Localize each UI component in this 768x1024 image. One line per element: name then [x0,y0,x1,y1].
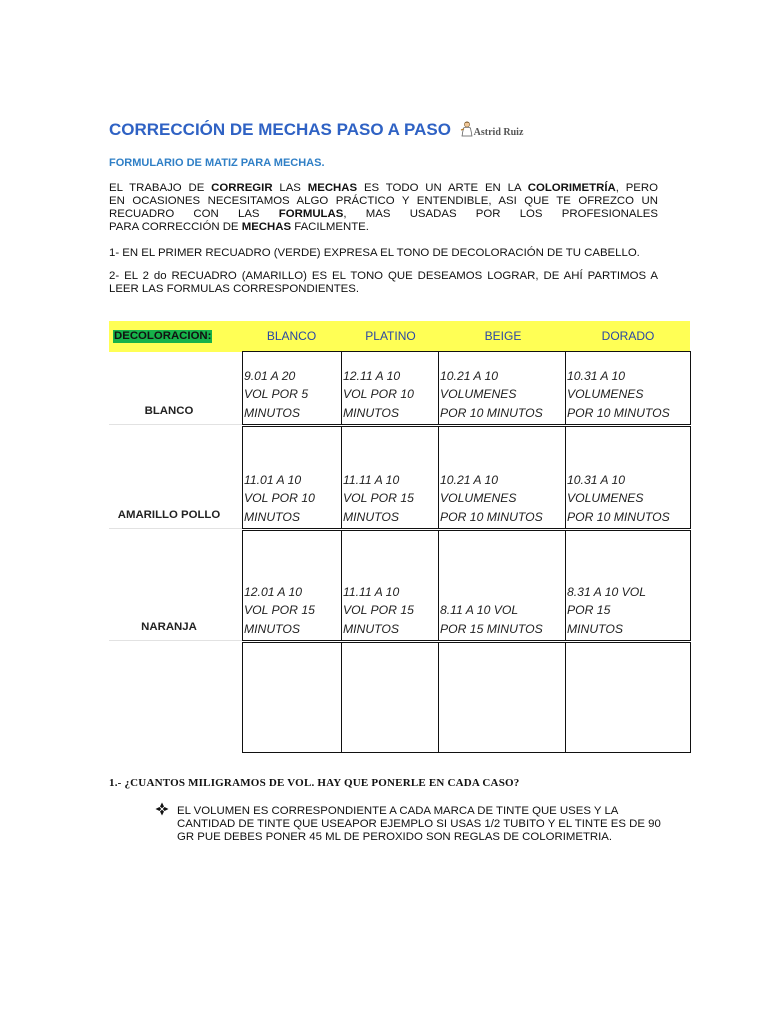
page-title [109,120,523,140]
cell-line: MINUTOS [567,621,623,636]
cell-line: POR 10 MINUTOS [440,509,543,524]
table-vline [690,351,691,424]
table-cell [567,471,670,526]
diamond-bullet-icon [155,802,169,816]
question: 1.- ¿CUANTOS MILIGRAMOS DE VOL. HAY QUE PONERLE EN CADA CASO? [109,777,520,789]
cell-line: MINUTOS [343,621,399,636]
answer: EL VOLUMEN ES CORRESPONDIENTE A CADA MARCA DE TINTE QUE USES Y LA CANTIDAD DE TINTE QUE USEAPOR EJEMPLO SI USAS 1/2 TUBITO Y EL TINTE ES DE 90 GR PUE DEBES PONER 45 ML DE PEROXIDO SON REGLAS DE COLORIMETRIA. [177,805,661,843]
intro-line-4: PARA CORRECCIÓN DE MECHAS FACILMENTE. [109,221,369,233]
table-cell [440,471,543,526]
cell-line: VOLUMENES [567,387,644,402]
row-label-blanco: BLANCO [144,405,194,417]
cell-line: VOL POR 15 [244,603,315,618]
step-1: 1- EN EL PRIMER RECUADRO (VERDE) EXPRESA EL TONO DE DECOLORACIÓN DE TU CABELLO. [109,247,640,259]
table-cell [244,583,315,638]
cell-line: 11.11 A 10 [343,584,400,599]
table-vline [242,642,243,752]
table-vline [690,642,691,752]
table-vline [438,642,439,752]
table-cell [567,583,646,638]
table-hline [242,642,691,643]
cell-line: 10.31 A 10 [567,472,626,487]
cell-line: VOLUMENES [440,387,517,402]
cell-line: 12.01 A 10 [244,584,303,599]
table-hline [242,752,691,753]
row-label-naranja: NARANJA [141,621,197,633]
cell-line: VOLUMENES [567,491,644,506]
table-vline [341,642,342,752]
subtitle: FORMULARIO DE MATIZ PARA MECHAS. [109,157,325,169]
cell-line: VOLUMENES [440,491,517,506]
cell-line: MINUTOS [244,621,300,636]
cell-line: MINUTOS [244,509,300,524]
table-cell [343,583,414,638]
table-cell [567,367,670,422]
table-cell [440,367,543,422]
header-blanco: BLANCO [266,329,317,343]
cell-line: POR 10 MINUTOS [440,405,543,420]
cell-line: VOL POR 10 [244,491,315,506]
table-cell [343,367,414,422]
table-vline [565,642,566,752]
cell-line: VOL POR 5 [244,387,309,402]
table-vline [690,426,691,528]
cell-line: POR 10 MINUTOS [567,405,670,420]
cell-line: 10.21 A 10 [440,472,499,487]
cell-line: MINUTOS [343,405,399,420]
cell-line: VOL POR 10 [343,387,414,402]
cell-line: MINUTOS [343,509,399,524]
cell-line: VOL POR 15 [343,603,414,618]
table-vline [690,530,691,640]
author [460,120,524,140]
intro-line-1: EL TRABAJO DE CORREGIR LAS MECHAS ES TODO UN ARTE EN LA COLORIMETRÍA, PERO [109,182,658,194]
cell-line: VOL POR 15 [343,491,414,506]
row-separator [109,528,242,529]
author-name: Astrid Ruiz [473,127,524,138]
cell-line: POR 10 MINUTOS [567,509,670,524]
table-cell [244,367,308,422]
header-beige: BEIGE [484,329,522,343]
table-cell [343,471,414,526]
step-2: 2- EL 2 do RECUADRO (AMARILLO) ES EL TONO QUE DESEAMOS LOGRAR, DE AHÍ PARTIMOS A LEER LAS FORMULAS CORRESPONDIENTES. [109,270,658,295]
cell-line: POR 15 [567,603,611,618]
cell-line: 8.11 A 10 VOL [440,603,519,618]
cell-line: POR 15 MINUTOS [440,621,543,636]
row-label-amarillo-pollo: AMARILLO POLLO [117,509,221,521]
intro-paragraph [109,182,658,234]
cell-line: 11.01 A 10 [244,472,302,487]
row-separator [109,424,242,425]
title-text: CORRECCIÓN DE MECHAS PASO A PASO [109,120,451,139]
table-cell [244,471,315,526]
header-dorado: DORADO [601,329,655,343]
cell-line: MINUTOS [244,405,300,420]
row-separator [109,640,242,641]
table-hline [242,530,691,531]
table-hline [242,426,691,427]
intro-line-3: RECUADRO CON LAS FORMULAS, MAS USADAS POR LOS PROFESIONALES [109,208,658,220]
person-icon [460,121,474,137]
table-cell [440,601,543,638]
cell-line: 10.31 A 10 [567,368,626,383]
cell-line: 10.21 A 10 [440,368,499,383]
table-hline [242,351,691,352]
cell-line: 8.31 A 10 VOL [567,584,647,599]
cell-line: 12.11 A 10 [343,368,401,383]
intro-line-2: EN OCASIONES NECESITAMOS ALGO PRÁCTICO Y ENTENDIBLE, ASI QUE TE OFREZCO UN [109,195,658,207]
cell-line: 9.01 A 20 [244,368,296,383]
cell-line: 11.11 A 10 [343,472,400,487]
header-platino: PLATINO [365,329,416,343]
table-header [109,321,690,352]
header-decoloracion: DECOLORACION: [114,330,212,342]
